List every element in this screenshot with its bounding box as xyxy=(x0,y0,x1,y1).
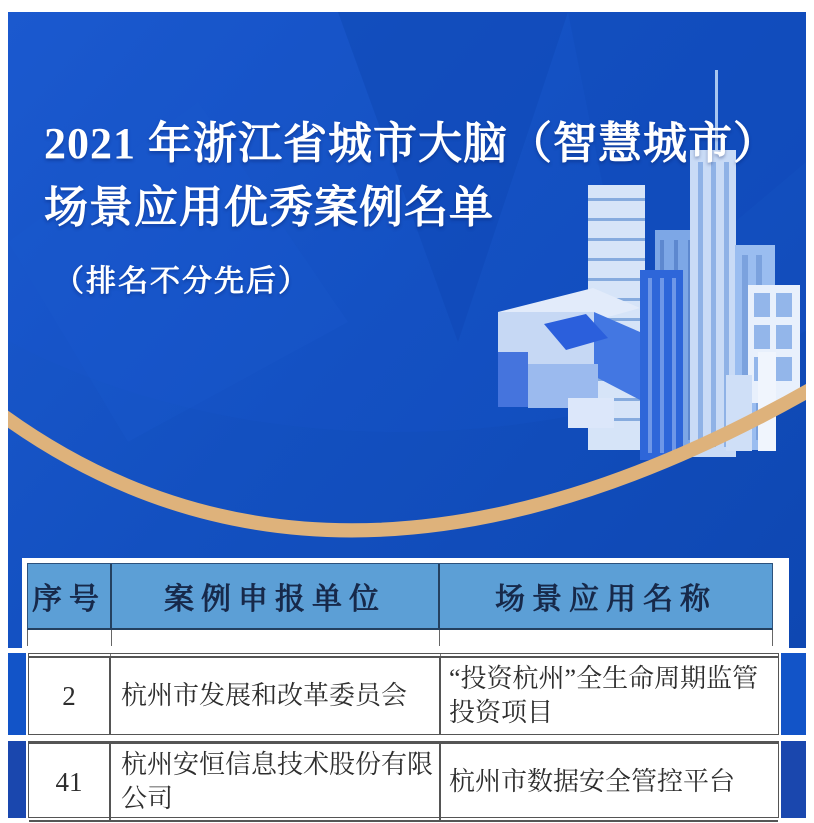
row-side-bar-left xyxy=(8,653,26,735)
table-partial-row xyxy=(27,630,773,646)
row-table xyxy=(28,741,779,818)
column-header-no: 序号 xyxy=(28,564,112,628)
row-side-bar-right xyxy=(781,741,806,818)
table-row xyxy=(8,653,806,735)
row-cells xyxy=(29,658,778,734)
cell-no: 41 xyxy=(29,744,111,820)
table-row xyxy=(8,741,806,818)
table-header xyxy=(22,558,789,648)
poster-subtitle: （排名不分先后） xyxy=(54,265,310,298)
torn-row-sliver xyxy=(29,820,778,822)
city-skyline-illustration xyxy=(8,12,806,648)
cell-no: 2 xyxy=(29,658,111,734)
column-header-app: 场景应用名称 xyxy=(495,583,717,616)
row-side-bar-right xyxy=(781,653,806,735)
cell-unit: 杭州安恒信息技术股份有限公司 xyxy=(111,744,441,820)
title-line-2: 场景应用优秀案例名单 xyxy=(44,183,494,232)
cell-app: 杭州市数据安全管控平台 xyxy=(449,767,736,796)
row-table xyxy=(28,653,779,735)
title-line-1: 2021 年浙江省城市大脑（智慧城市） xyxy=(44,119,778,168)
poster-title xyxy=(44,112,804,240)
table-header-band xyxy=(27,563,773,630)
hero-panel xyxy=(8,12,806,648)
column-header-unit: 案例申报单位 xyxy=(112,564,440,628)
cell-app: “投资杭州”全生命周期监管投资项目 xyxy=(449,664,759,727)
row-side-bar-left xyxy=(8,741,26,818)
cell-unit: 杭州市发展和改革委员会 xyxy=(111,658,441,734)
row-cells xyxy=(29,744,778,820)
